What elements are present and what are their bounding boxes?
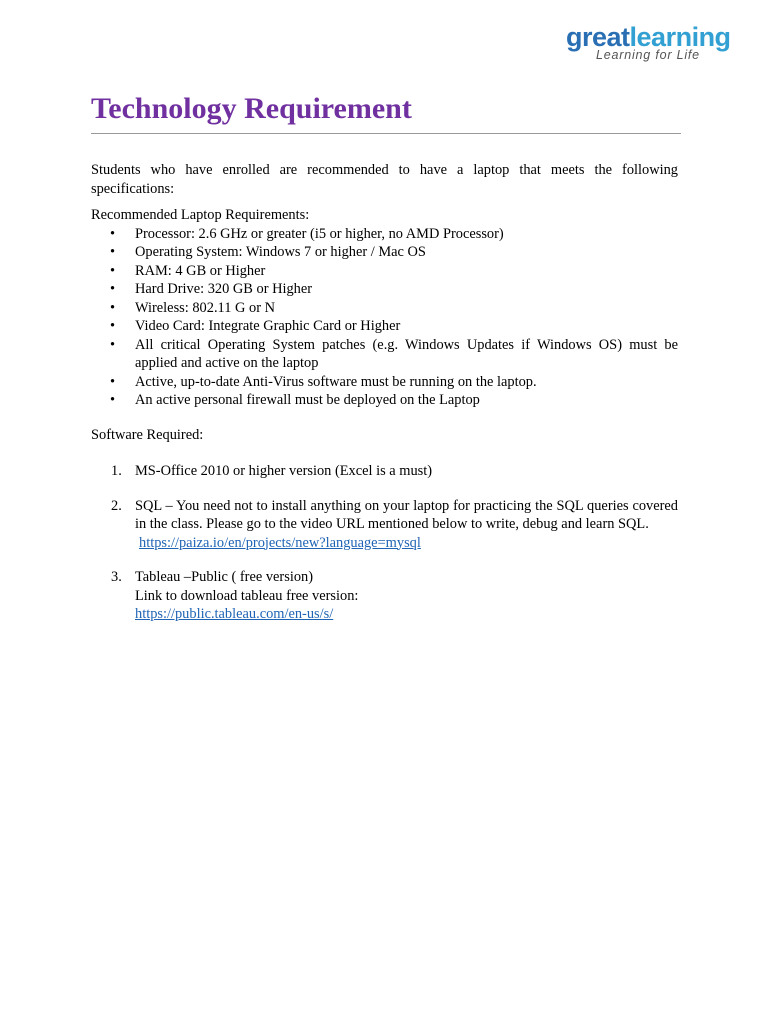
list-item-text: RAM: 4 GB or Higher [135,262,266,279]
list-item [110,391,678,410]
list-number: 1. [111,463,122,479]
bullet-icon: • [110,392,116,408]
tableau-link[interactable]: https://public.tableau.com/en-us/s/ [135,606,334,622]
list-item [110,317,678,336]
list-item [110,280,678,299]
list-item-text: Hard Drive: 320 GB or Higher [135,281,313,297]
software-item-text: MS-Office 2010 or higher version (Excel is a must) [135,463,433,479]
list-item [110,243,678,262]
bullet-icon: • [110,318,116,334]
list-item [110,299,678,318]
software-item-sql [111,497,678,553]
page-title: Technology Requirement [91,92,412,125]
bullet-icon: • [110,373,116,390]
title-divider [91,133,681,134]
software-list [91,462,678,624]
list-item-text: An active personal firewall must be deployed on the Laptop [135,392,480,408]
bullet-icon: • [110,244,116,260]
list-item [110,336,678,373]
intro-paragraph: Students who have enrolled are recommended to have a laptop that meets the following specifications: [91,162,678,197]
list-item [110,225,678,244]
software-item-office [111,462,678,481]
list-item-text: Video Card: Integrate Graphic Card or Higher [135,318,401,334]
paiza-link[interactable]: https://paiza.io/en/projects/new?language=mysql [139,534,421,551]
bullet-icon: • [110,225,116,242]
software-item-tableau [111,568,678,624]
list-item-text: Wireless: 802.11 G or N [135,299,275,316]
software-item-subtext: Link to download tableau free version: [135,587,359,604]
bullet-icon: • [110,299,116,316]
bullet-icon: • [110,262,116,279]
list-item [110,262,678,281]
list-number: 2. [111,497,122,514]
logo-tagline: Learning for Life [596,48,700,62]
requirements-heading: Recommended Laptop Requirements: [91,207,310,223]
list-item-text: Operating System: Windows 7 or higher / Mac OS [135,244,426,260]
list-item-text: Processor: 2.6 GHz or greater (i5 or higher, no AMD Processor) [135,225,504,242]
document-body [91,161,678,640]
list-item-text: All critical Operating System patches (e.g. Windows Updates if Windows OS) must be applied and active on the laptop [135,336,678,371]
software-heading: Software Required: [91,426,204,443]
bullet-icon: • [110,281,116,297]
list-item [110,373,678,392]
bullet-icon: • [110,336,116,353]
software-item-text: Tableau –Public ( free version) [135,569,314,585]
greatlearning-logo [566,22,741,62]
software-item-text: SQL – You need not to install anything on your laptop for practicing the SQL queries covered in the class. Please go to the video URL mentioned below to write, debug and learn SQL. [135,497,678,532]
list-item-text: Active, up-to-date Anti-Virus software must be running on the laptop. [135,373,537,390]
requirements-list [91,225,678,410]
logo-great-text: great [566,22,630,52]
logo-learning-text: learning [629,22,731,52]
list-number: 3. [111,569,122,585]
